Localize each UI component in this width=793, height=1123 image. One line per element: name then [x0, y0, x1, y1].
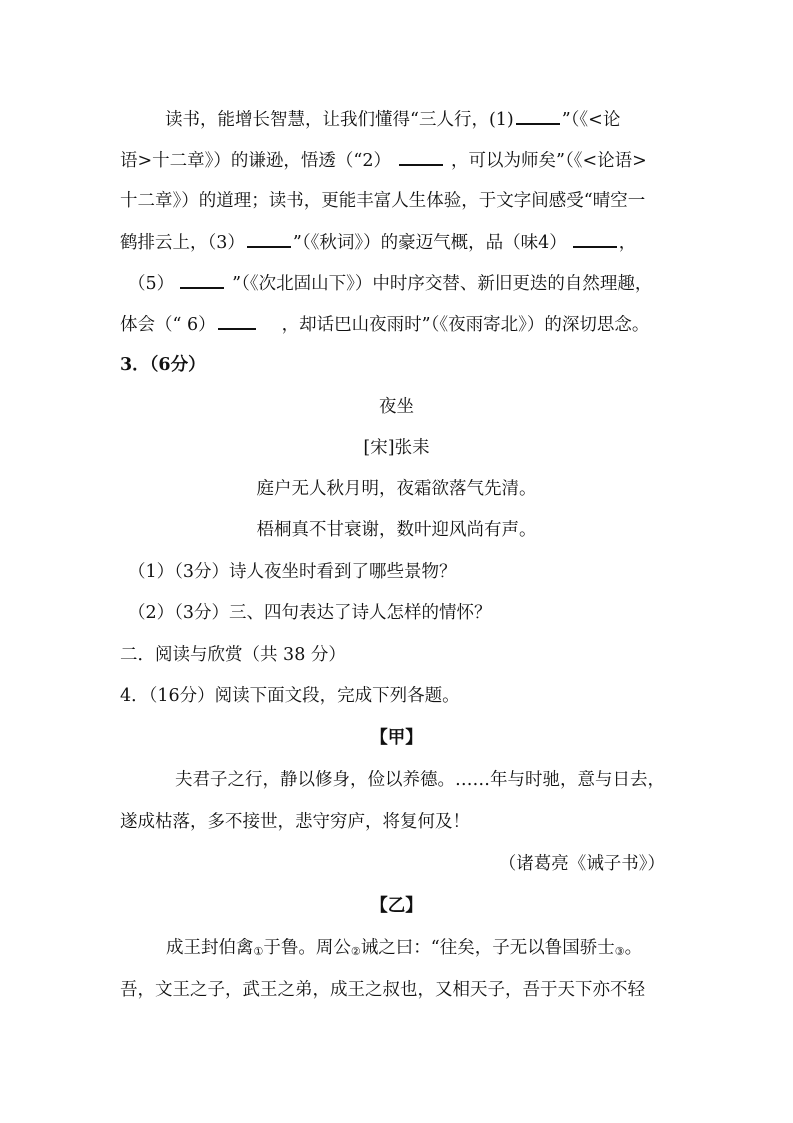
passage-yi-line-2 [120, 978, 645, 1002]
q2-text: 读书，能增长智慧，让我们懂得“三人行，(1) [165, 110, 514, 130]
poem-line-1-text: 庭户无人秋月明，夜霜欲落气先清。 [256, 479, 537, 499]
q2-text: ”（《秋词》）的豪迈气概，品（味4） [292, 233, 567, 253]
passage-yi-label-text: 【乙】 [370, 896, 423, 916]
blank-3[interactable] [247, 230, 291, 248]
passage-yi-text: 成王封伯禽 [166, 938, 254, 958]
question-3-header [120, 353, 206, 377]
passage-jia-source-text: （诸葛亮《诫子书》） [498, 854, 665, 874]
passage-yi-line-2-text: 吾，文王之子，武王之弟，成王之叔也，又相天子，吾于天下亦不轻 [120, 980, 645, 1000]
q2-line-6 [120, 312, 649, 337]
poem-title [0, 395, 793, 419]
footnote-marker-1: ① [253, 945, 264, 958]
question-3-sub-2-text: （2）（3分）三、四句表达了诗人怎样的情怀？ [128, 603, 492, 623]
passage-yi-text: 诫之曰：“往矣，子无以鲁国骄士 [360, 938, 615, 958]
blank-6[interactable] [218, 312, 256, 330]
q2-line-4 [120, 230, 636, 255]
poem-author-text: [宋]张耒 [363, 438, 430, 458]
passage-yi-text: 。 [624, 938, 643, 958]
section-2-heading [120, 643, 346, 667]
poem-title-text: 夜坐 [379, 397, 414, 417]
q2-text: ，可以为师矣”（《<论语> [451, 151, 647, 171]
passage-jia-line-2-text: 遂成枯落，多不接世，悲守穷庐，将复何及！ [120, 812, 470, 832]
q2-line-3 [120, 189, 645, 213]
poem-line-1 [0, 477, 793, 501]
passage-yi-label [0, 894, 793, 918]
q2-text: ，却话巴山夜雨时”（《夜雨寄北》）的深切思念。 [281, 315, 650, 335]
question-3-sub-1-text: （1）（3分）诗人夜坐时看到了哪些景物？ [128, 562, 457, 582]
q2-text: 鹤排云上，（3） [120, 233, 245, 253]
blank-2[interactable] [399, 148, 443, 166]
footnote-marker-2: ② [350, 945, 361, 958]
passage-jia-label-text: 【甲】 [370, 728, 423, 748]
q2-text: ”（《次北固山下》）中时序交替、新旧更迭的自然理趣， [232, 274, 653, 294]
question-3-sub-2 [128, 601, 492, 625]
q2-line-5 [128, 271, 652, 296]
passage-jia-source [499, 852, 665, 876]
q2-text: ”（《<论 [561, 110, 621, 130]
q2-text: 十二章》）的道理；读书，更能丰富人生体验，于文字间感受“晴空一 [120, 191, 646, 211]
blank-4[interactable] [573, 230, 617, 248]
passage-jia-label [0, 726, 793, 750]
q2-line-1 [165, 107, 620, 132]
q2-text: （5） [128, 274, 175, 294]
poem-line-2 [0, 518, 793, 542]
poem-author [0, 436, 793, 460]
passage-yi-text: 于鲁。周公 [263, 938, 351, 958]
passage-jia-line-1-text: 夫君子之行，静以修身，俭以养德。……年与时驰，意与日去， [175, 770, 665, 790]
passage-jia-line-2 [120, 810, 470, 834]
question-3-sub-1 [128, 560, 457, 584]
question-4-header-text: 4．（16分）阅读下面文段，完成下列各题。 [120, 686, 460, 706]
q2-text: 语>十二章》）的谦逊，悟透（“2） [120, 151, 391, 171]
poem-line-2-text: 梧桐真不甘衰谢，数叶迎风尚有声。 [256, 520, 537, 540]
passage-yi-line-1 [166, 936, 642, 964]
section-2-heading-text: 二．阅读与欣赏（共 38 分） [120, 645, 346, 665]
q2-text: 体会（“ 6） [120, 315, 216, 335]
passage-jia-line-1 [175, 768, 665, 792]
q2-line-2 [120, 148, 647, 173]
question-3-header-text: 3．（6分） [120, 355, 206, 375]
q2-text: ， [618, 233, 637, 253]
footnote-marker-3: ③ [614, 945, 625, 958]
blank-5[interactable] [180, 271, 224, 289]
blank-1[interactable] [516, 107, 560, 125]
question-4-header [120, 684, 460, 708]
